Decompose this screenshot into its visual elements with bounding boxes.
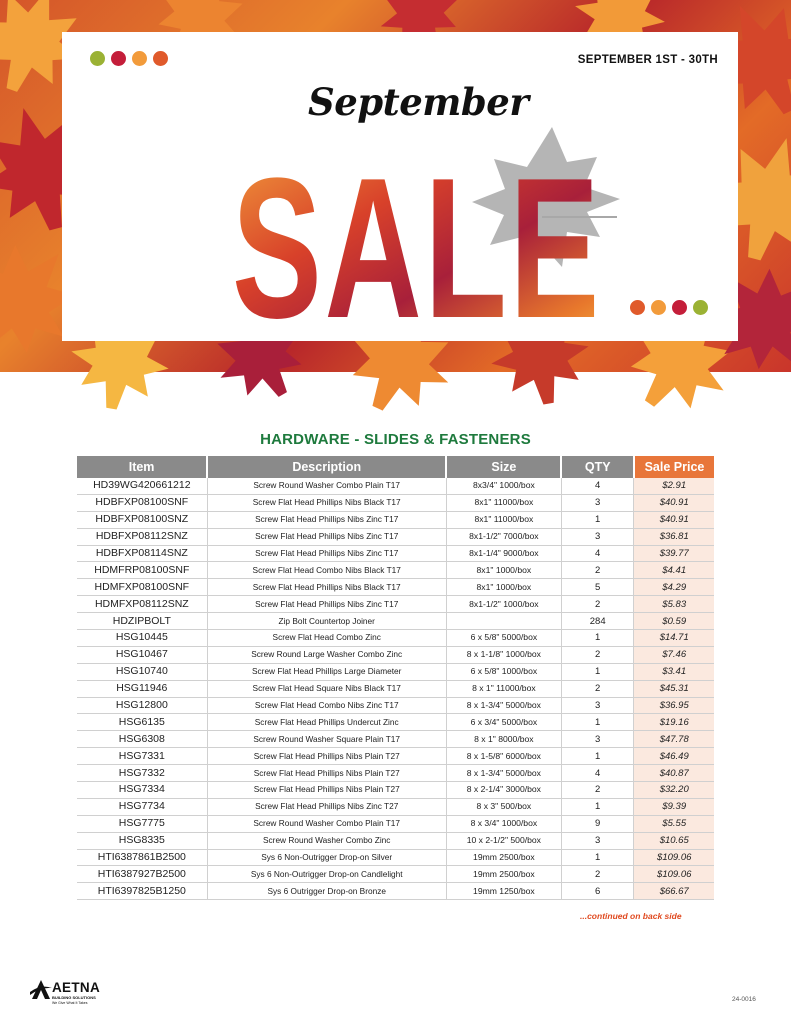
cell-price: $4.41 — [634, 562, 714, 579]
dot — [90, 51, 105, 66]
cell-description: Screw Flat Head Phillips Nibs Black T17 — [207, 579, 446, 596]
table-row — [77, 545, 714, 562]
cell-description: Screw Round Large Washer Combo Zinc — [207, 646, 446, 663]
product-table — [77, 456, 714, 900]
cell-price: $32.20 — [634, 782, 714, 799]
cell-item: HDBFXP08100SNZ — [77, 511, 207, 528]
cell-description: Sys 6 Non-Outrigger Drop-on Silver — [207, 849, 446, 866]
cell-description: Screw Flat Head Combo Nibs Zinc T17 — [207, 697, 446, 714]
table-row — [77, 478, 714, 494]
cell-price: $9.39 — [634, 798, 714, 815]
table-row — [77, 765, 714, 782]
cell-size: 8x1" 1000/box — [446, 562, 561, 579]
cell-item: HSG10467 — [77, 646, 207, 663]
cell-description: Screw Flat Head Phillips Nibs Black T17 — [207, 494, 446, 511]
table-row — [77, 883, 714, 900]
cell-item: HTI6387927B2500 — [77, 866, 207, 883]
cell-description: Screw Flat Head Phillips Nibs Zinc T17 — [207, 596, 446, 613]
cell-price: $2.91 — [634, 478, 714, 494]
cell-size: 8x1-1/2" 1000/box — [446, 596, 561, 613]
table-row — [77, 562, 714, 579]
cell-price: $109.06 — [634, 849, 714, 866]
cell-size: 8x1" 1000/box — [446, 579, 561, 596]
table-row — [77, 832, 714, 849]
cell-description: Screw Flat Head Square Nibs Black T17 — [207, 680, 446, 697]
cell-price: $47.78 — [634, 731, 714, 748]
cell-size: 8x1" 11000/box — [446, 494, 561, 511]
decorative-dots-top-left — [90, 51, 168, 66]
cell-size: 8 x 3/4" 1000/box — [446, 815, 561, 832]
table-row — [77, 798, 714, 815]
banner — [0, 0, 791, 372]
dot — [651, 300, 666, 315]
cell-qty: 3 — [561, 494, 634, 511]
cell-qty: 1 — [561, 663, 634, 680]
table-row — [77, 782, 714, 799]
cell-qty: 3 — [561, 697, 634, 714]
cell-size: 8 x 1-5/8" 6000/box — [446, 748, 561, 765]
logo-subtitle: BUILDING SOLUTIONS — [52, 995, 96, 1000]
cell-price: $7.46 — [634, 646, 714, 663]
cell-item: HSG10740 — [77, 663, 207, 680]
cell-item: HSG11946 — [77, 680, 207, 697]
table-row — [77, 731, 714, 748]
cell-qty: 1 — [561, 511, 634, 528]
dot — [111, 51, 126, 66]
table-row — [77, 613, 714, 630]
cell-price: $66.67 — [634, 883, 714, 900]
cell-item: HD39WG420661212 — [77, 478, 207, 494]
document-code: 24-0016 — [732, 996, 756, 1003]
cell-item: HDZIPBOLT — [77, 613, 207, 630]
header-description: Description — [207, 456, 446, 478]
cell-item: HSG7332 — [77, 765, 207, 782]
cell-item: HSG7734 — [77, 798, 207, 815]
cell-item: HDMFRP08100SNF — [77, 562, 207, 579]
table-row — [77, 680, 714, 697]
cell-qty: 6 — [561, 883, 634, 900]
script-title: September — [308, 80, 529, 124]
cell-item: HDBFXP08114SNZ — [77, 545, 207, 562]
header-qty: QTY — [561, 456, 634, 478]
cell-size: 8 x 1-1/8" 1000/box — [446, 646, 561, 663]
cell-price: $10.65 — [634, 832, 714, 849]
cell-size: 8x1" 11000/box — [446, 511, 561, 528]
cell-price: $45.31 — [634, 680, 714, 697]
cell-qty: 2 — [561, 866, 634, 883]
cell-size: 19mm 2500/box — [446, 866, 561, 883]
cell-description: Screw Flat Head Phillips Nibs Zinc T17 — [207, 528, 446, 545]
cell-price: $19.16 — [634, 714, 714, 731]
decorative-dots-bottom-right — [630, 300, 708, 315]
cell-qty: 2 — [561, 680, 634, 697]
table-row — [77, 646, 714, 663]
cell-item: HSG7331 — [77, 748, 207, 765]
cell-qty: 1 — [561, 849, 634, 866]
cell-item: HSG12800 — [77, 697, 207, 714]
sale-date-range: SEPTEMBER 1ST - 30TH — [577, 54, 718, 66]
cell-qty: 2 — [561, 646, 634, 663]
cell-qty: 2 — [561, 562, 634, 579]
cell-item: HTI6397825B1250 — [77, 883, 207, 900]
dot — [630, 300, 645, 315]
cell-description: Screw Flat Head Combo Zinc — [207, 630, 446, 647]
cell-size: 6 x 3/4" 5000/box — [446, 714, 561, 731]
table-row — [77, 663, 714, 680]
cell-description: Screw Round Washer Combo Plain T17 — [207, 478, 446, 494]
table-row — [77, 849, 714, 866]
table-row — [77, 511, 714, 528]
table-row — [77, 630, 714, 647]
sale-card — [62, 32, 738, 360]
table-row — [77, 579, 714, 596]
header-size: Size — [446, 456, 561, 478]
cell-size: 6 x 5/8" 5000/box — [446, 630, 561, 647]
cell-description: Screw Flat Head Phillips Nibs Zinc T27 — [207, 798, 446, 815]
cell-price: $39.77 — [634, 545, 714, 562]
cell-qty: 3 — [561, 731, 634, 748]
dot — [672, 300, 687, 315]
cell-price: $109.06 — [634, 866, 714, 883]
cell-item: HDBFXP08112SNZ — [77, 528, 207, 545]
cell-price: $36.81 — [634, 528, 714, 545]
cell-description: Screw Flat Head Phillips Nibs Plain T27 — [207, 765, 446, 782]
cell-qty: 3 — [561, 528, 634, 545]
cell-size: 8 x 1" 11000/box — [446, 680, 561, 697]
cell-price: $0.59 — [634, 613, 714, 630]
cell-qty: 1 — [561, 630, 634, 647]
table-body — [77, 478, 714, 900]
cell-price: $40.87 — [634, 765, 714, 782]
cell-qty: 4 — [561, 545, 634, 562]
cell-item: HSG7334 — [77, 782, 207, 799]
cell-description: Sys 6 Outrigger Drop-on Bronze — [207, 883, 446, 900]
cell-size: 8 x 1-3/4" 5000/box — [446, 765, 561, 782]
table-header-row — [77, 456, 714, 478]
cell-qty: 284 — [561, 613, 634, 630]
cell-item: HDBFXP08100SNF — [77, 494, 207, 511]
aetna-logo-icon — [30, 978, 52, 1000]
cell-size: 8x1-1/2" 7000/box — [446, 528, 561, 545]
cell-price: $40.91 — [634, 511, 714, 528]
table-row — [77, 528, 714, 545]
cell-description: Screw Flat Head Phillips Nibs Plain T27 — [207, 782, 446, 799]
cell-size: 6 x 5/8" 1000/box — [446, 663, 561, 680]
cell-item: HSG8335 — [77, 832, 207, 849]
aetna-logo — [30, 978, 100, 1005]
cell-price: $5.55 — [634, 815, 714, 832]
cell-size: 8x3/4" 1000/box — [446, 478, 561, 494]
cell-price: $46.49 — [634, 748, 714, 765]
cell-description: Screw Flat Head Phillips Nibs Plain T27 — [207, 748, 446, 765]
cell-qty: 4 — [561, 478, 634, 494]
cell-qty: 1 — [561, 798, 634, 815]
table-row — [77, 596, 714, 613]
header-item: Item — [77, 456, 207, 478]
cell-description: Sys 6 Non-Outrigger Drop-on Candlelight — [207, 866, 446, 883]
cell-item: HDMFXP08100SNF — [77, 579, 207, 596]
cell-description: Zip Bolt Countertop Joiner — [207, 613, 446, 630]
cell-size: 8 x 1" 8000/box — [446, 731, 561, 748]
cell-qty: 5 — [561, 579, 634, 596]
cell-qty: 2 — [561, 596, 634, 613]
cell-price: $4.29 — [634, 579, 714, 596]
continued-note: ...continued on back side — [580, 911, 682, 921]
cell-size — [446, 613, 561, 630]
cell-item: HSG10445 — [77, 630, 207, 647]
cell-item: HSG6135 — [77, 714, 207, 731]
table-row — [77, 697, 714, 714]
cell-item: HDMFXP08112SNZ — [77, 596, 207, 613]
cell-qty: 1 — [561, 748, 634, 765]
cell-size: 8 x 1-3/4" 5000/box — [446, 697, 561, 714]
logo-name: AETNA — [52, 980, 100, 995]
table-row — [77, 494, 714, 511]
cell-item: HTI6387861B2500 — [77, 849, 207, 866]
cell-description: Screw Flat Head Phillips Nibs Zinc T17 — [207, 545, 446, 562]
cell-description: Screw Flat Head Phillips Large Diameter — [207, 663, 446, 680]
table-row — [77, 714, 714, 731]
cell-qty: 2 — [561, 782, 634, 799]
cell-size: 19mm 2500/box — [446, 849, 561, 866]
cell-size: 8 x 2-1/4" 3000/box — [446, 782, 561, 799]
table-row — [77, 866, 714, 883]
table-row — [77, 748, 714, 765]
cell-description: Screw Round Washer Combo Zinc — [207, 832, 446, 849]
dot — [132, 51, 147, 66]
cell-size: 10 x 2-1/2" 500/box — [446, 832, 561, 849]
cell-description: Screw Flat Head Phillips Undercut Zinc — [207, 714, 446, 731]
cell-price: $5.83 — [634, 596, 714, 613]
cell-description: Screw Round Washer Square Plain T17 — [207, 731, 446, 748]
cell-description: Screw Flat Head Phillips Nibs Zinc T17 — [207, 511, 446, 528]
dot — [693, 300, 708, 315]
cell-qty: 1 — [561, 714, 634, 731]
cell-size: 8 x 3" 500/box — [446, 798, 561, 815]
header-sale-price: Sale Price — [634, 456, 714, 478]
cell-qty: 9 — [561, 815, 634, 832]
cell-qty: 4 — [561, 765, 634, 782]
logo-tagline: We Give What It Takes — [52, 1001, 88, 1005]
dot — [153, 51, 168, 66]
cell-price: $14.71 — [634, 630, 714, 647]
cell-size: 8x1-1/4" 9000/box — [446, 545, 561, 562]
cell-price: $36.95 — [634, 697, 714, 714]
sale-headline: SALE — [232, 137, 602, 360]
cell-description: Screw Round Washer Combo Plain T17 — [207, 815, 446, 832]
cell-price: $3.41 — [634, 663, 714, 680]
section-title: HARDWARE - SLIDES & FASTENERS — [260, 431, 531, 448]
table-row — [77, 815, 714, 832]
cell-description: Screw Flat Head Combo Nibs Black T17 — [207, 562, 446, 579]
cell-size: 19mm 1250/box — [446, 883, 561, 900]
cell-qty: 3 — [561, 832, 634, 849]
cell-item: HSG6308 — [77, 731, 207, 748]
cell-price: $40.91 — [634, 494, 714, 511]
cell-item: HSG7775 — [77, 815, 207, 832]
